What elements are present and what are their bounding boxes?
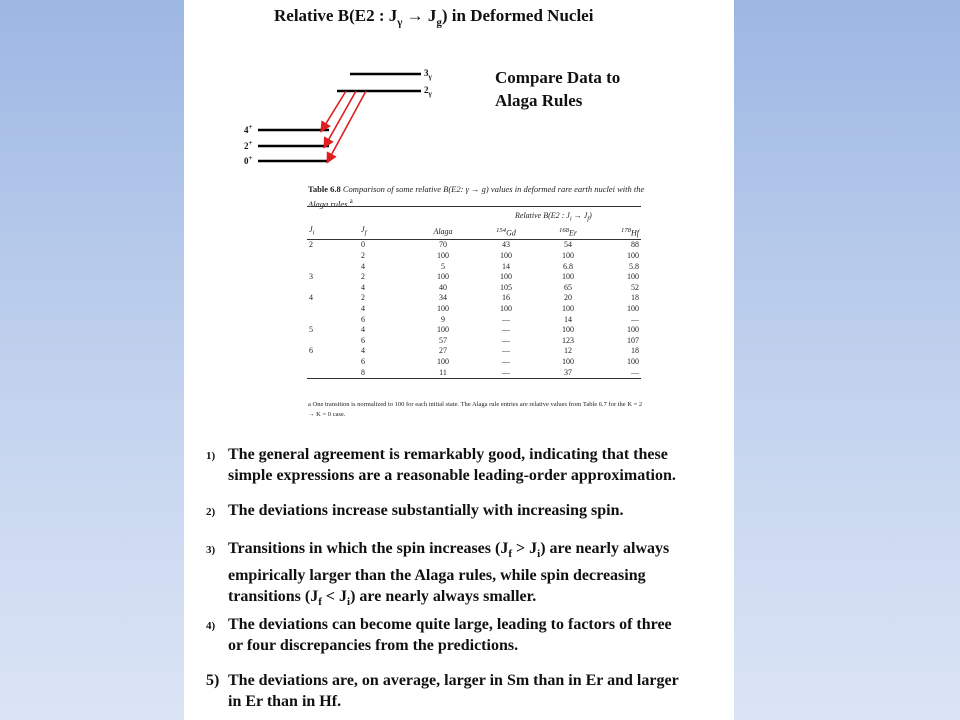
table-cell: 100 [562, 250, 574, 260]
table-cell: 100 [562, 356, 574, 366]
point-3 [206, 538, 670, 609]
point-2-line-1: The deviations increase substantially with increasing spin. [228, 502, 624, 519]
slide [184, 0, 734, 720]
table-cell: 6 [361, 314, 365, 324]
title-arrow-text: → J [402, 6, 437, 25]
table-row [307, 293, 641, 304]
transition-arrow-to-4 [322, 91, 346, 130]
table-cell: 100 [627, 303, 639, 313]
table-caption-label: Table 6.8 [308, 184, 341, 194]
table-row [307, 368, 641, 379]
point-5-line-1: The deviations are, on average, larger in Sm than in Er and larger [228, 672, 679, 689]
table-cell: 100 [437, 325, 449, 335]
table-cell: — [631, 367, 639, 377]
table-cell: 100 [437, 303, 449, 313]
point-4-number: 4) [206, 620, 216, 632]
table-cell [307, 262, 359, 273]
table-cell: 4 [361, 325, 365, 335]
level-label-3-gamma: $3_\gamma$ [424, 68, 432, 81]
point-3-line-2: empirically larger than the Alaga rules, while spin decreasing [228, 567, 646, 585]
table-cell: 4 [361, 261, 365, 271]
table-cell: 43 [502, 240, 510, 250]
table-cell: — [631, 314, 639, 324]
table-cell: 57 [439, 335, 447, 345]
table-footnote: a One transition is normalized to 100 for each initial state. The Alaga rule entries are relative values from Table 6.7 for the K = 2 → K = 0 case. [308, 401, 643, 418]
point-1 [206, 444, 676, 484]
table-cell: 6 [309, 346, 313, 356]
table-cell: 20 [564, 293, 572, 303]
title-text: Relative B(E2 : J [274, 6, 398, 25]
table-cell: 70 [439, 240, 447, 250]
table-cell: 34 [439, 293, 447, 303]
table-cell [307, 336, 359, 347]
table-cell: 100 [500, 303, 512, 313]
table-cell: 5.8 [629, 261, 639, 271]
table-col-header: $^{154}$Gd [496, 226, 516, 238]
point-2 [206, 500, 624, 523]
table-cell [307, 368, 359, 379]
table-cell: 100 [562, 325, 574, 335]
table-cell: 100 [627, 272, 639, 282]
table-cell: 14 [564, 314, 572, 324]
point-3-line-3: transitions $(J_f < J_i)$ are nearly always smaller. [228, 588, 537, 609]
table-row [307, 262, 641, 273]
table-cell: — [502, 335, 510, 345]
table-cell: 37 [564, 367, 572, 377]
table-col-header: $^{178}$Hf [621, 226, 639, 238]
table-group-header: Relative B(E2 : $J_i \to J_f$) [515, 211, 592, 223]
table-cell: 6.8 [563, 261, 573, 271]
table-cell: 5 [441, 261, 445, 271]
table-cell: — [502, 356, 510, 366]
point-5-number: 5) [206, 672, 220, 689]
level-label-0-plus: 0+ [244, 154, 253, 166]
data-table [307, 206, 641, 379]
table-cell: 14 [502, 261, 510, 271]
table-cell: 27 [439, 346, 447, 356]
table-cell: 6 [361, 356, 365, 366]
table-cell: 4 [361, 282, 365, 292]
table-cell: 100 [437, 356, 449, 366]
compare-line-1: Compare Data to [495, 68, 621, 87]
table-cell: 100 [627, 356, 639, 366]
table-cell: 2 [361, 293, 365, 303]
table-cell: 5 [309, 325, 313, 335]
table-row [307, 325, 641, 336]
table-cell: 2 [361, 272, 365, 282]
table-cell: 18 [631, 346, 639, 356]
table-row [307, 357, 641, 368]
table-cell: 107 [627, 335, 639, 345]
table-cell: 100 [500, 250, 512, 260]
table-cell: — [502, 346, 510, 356]
table-caption-mark: a [349, 197, 353, 205]
table-cell [307, 315, 359, 326]
table-cell: 4 [361, 346, 365, 356]
table-row [307, 336, 641, 347]
title-sub-g: g [436, 16, 442, 29]
table-row [307, 283, 641, 294]
compare-heading [495, 66, 620, 112]
table-cell [307, 283, 359, 294]
table-cell: 100 [437, 272, 449, 282]
table-row [307, 272, 641, 283]
table-cell: 8 [361, 367, 365, 377]
table-col-header: $J_f$ [361, 225, 367, 237]
table-cell: 100 [500, 272, 512, 282]
table-row [307, 304, 641, 315]
table-cell: 6 [361, 335, 365, 345]
table-caption-text: Comparison of some relative B(E2: γ → g) values in deformed rare earth nuclei with the Alaga rules [308, 184, 645, 209]
level-label-2-plus: 2+ [244, 139, 253, 151]
table-row [307, 240, 641, 251]
table-cell [307, 251, 359, 262]
table-cell [307, 357, 359, 368]
table-cell: 100 [627, 325, 639, 335]
table-cell: 88 [631, 240, 639, 250]
point-4 [206, 614, 672, 654]
table-cell: 100 [627, 250, 639, 260]
point-1-line-1: The general agreement is remarkably good, indicating that these [228, 446, 668, 463]
table-cell [307, 304, 359, 315]
table-cell: 11 [439, 367, 447, 377]
table-cell: 100 [437, 250, 449, 260]
table-cell: — [502, 314, 510, 324]
table-cell: 105 [500, 282, 512, 292]
table-cell: 16 [502, 293, 510, 303]
point-5 [206, 670, 679, 710]
table-cell: — [502, 325, 510, 335]
point-2-number: 2) [206, 506, 216, 518]
level-label-2-gamma: $2_\gamma$ [424, 85, 432, 98]
page-title [274, 6, 593, 28]
table-cell: 9 [441, 314, 445, 324]
point-3-number: 3) [206, 544, 216, 556]
table-cell: 40 [439, 282, 447, 292]
point-1-line-2: simple expressions are a reasonable leading-order approximation. [228, 467, 676, 484]
table-cell: 12 [564, 346, 572, 356]
title-sub-gamma: γ [397, 16, 403, 29]
table-cell: 3 [309, 272, 313, 282]
table-cell: — [502, 367, 510, 377]
point-4-line-2: or four discrepancies from the predictions. [228, 637, 519, 654]
table-col-header: $J_i$ [309, 225, 315, 237]
point-4-line-1: The deviations can become quite large, leading to factors of three [228, 616, 672, 633]
table-cell: 2 [309, 240, 313, 250]
table-cell: 100 [562, 272, 574, 282]
title-suffix: ) in Deformed Nuclei [441, 6, 594, 25]
table-cell: 123 [562, 335, 574, 345]
table-row [307, 251, 641, 262]
point-5-line-2: in Er than in Hf. [228, 693, 342, 710]
table-col-header: $^{168}$Er [559, 226, 577, 238]
table-col-header: Alaga [433, 226, 453, 236]
transition-arrow-to-0 [328, 91, 366, 161]
compare-line-2: Alaga Rules [495, 91, 583, 110]
table-cell: 52 [631, 282, 639, 292]
table-cell: 4 [309, 293, 313, 303]
point-3-line-1: Transitions in which the spin increases $(J_f > J_i)$ are nearly always [228, 540, 670, 561]
table-cell: 2 [361, 250, 365, 260]
table-row [307, 315, 641, 326]
table-cell: 4 [361, 303, 365, 313]
table-cell: 54 [564, 240, 572, 250]
table-row [307, 346, 641, 357]
level-diagram [224, 60, 454, 175]
table-cell: 0 [361, 240, 365, 250]
table-cell: 18 [631, 293, 639, 303]
point-1-number: 1) [206, 450, 216, 462]
table-cell: 100 [562, 303, 574, 313]
level-label-4-plus: 4+ [244, 123, 253, 135]
table-cell: 65 [564, 282, 572, 292]
